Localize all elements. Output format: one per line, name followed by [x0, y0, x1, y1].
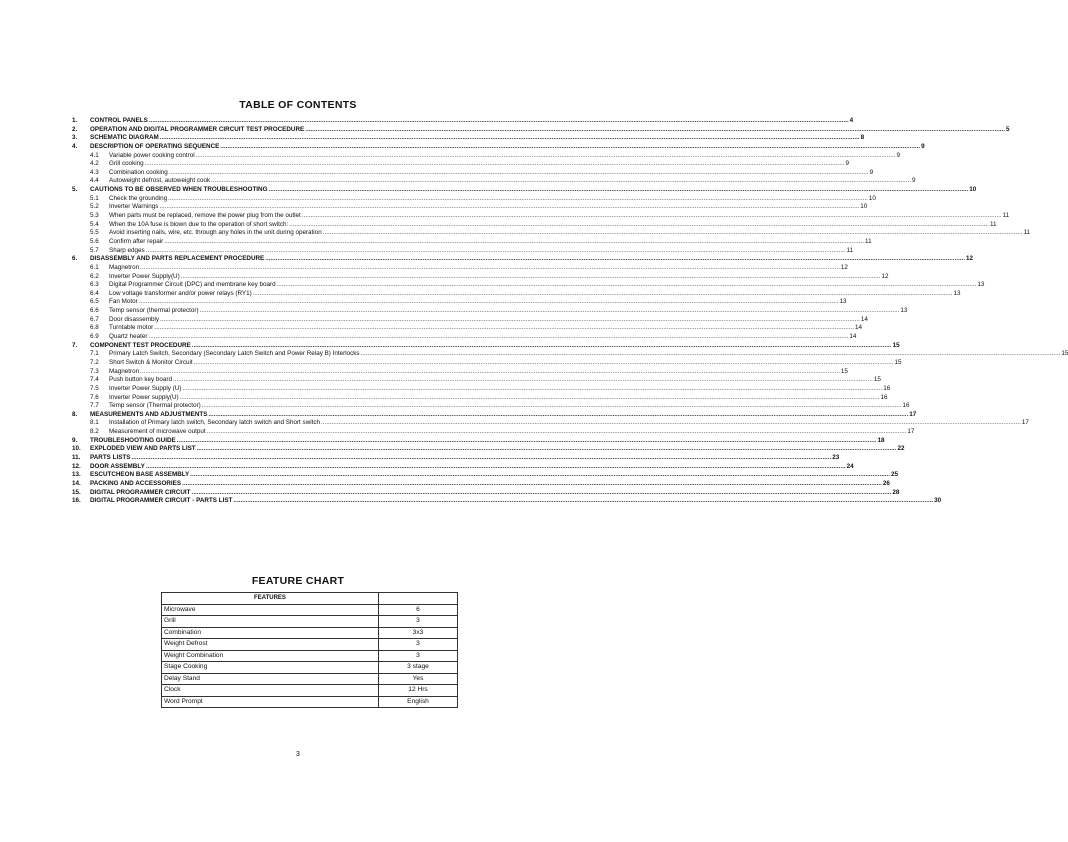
- toc-label: OPERATION AND DIGITAL PROGRAMMER CIRCUIT TEST PROCEDURE: [90, 125, 305, 133]
- toc-leader-dots: ................................................................................................................................................................................................................................................................................................................................................................................................................: [360, 350, 1061, 358]
- feature-row: [162, 627, 458, 639]
- toc-subsection: [72, 203, 868, 212]
- toc-label: Variable power cooking control: [109, 151, 195, 159]
- page-number: 3: [296, 751, 300, 758]
- toc-label: Inverter Power Supply(U): [109, 272, 180, 280]
- feature-chart-body: [162, 604, 458, 708]
- toc-section: [72, 125, 1010, 135]
- feature-name: Grill: [162, 616, 379, 628]
- toc-leader-dots: ................................................................................................................................................................................................................................................................................................................................................................................................................: [190, 471, 891, 479]
- toc-leader-dots: ................................................................................................................................................................................................................................................................................................................................................................................................................: [140, 263, 840, 271]
- toc-leader-dots: ................................................................................................................................................................................................................................................................................................................................................................................................................: [268, 186, 969, 194]
- toc-label: Sharp edges: [109, 246, 145, 254]
- toc-label: DIGITAL PROGRAMMER CIRCUIT - PARTS LIST: [90, 497, 233, 505]
- toc-subsection: [72, 367, 848, 377]
- toc-page: 15: [1061, 350, 1068, 358]
- toc-page: 9: [845, 160, 849, 168]
- feature-value: Yes: [379, 673, 458, 685]
- toc-leader-dots: ................................................................................................................................................................................................................................................................................................................................................................................................................: [265, 255, 966, 263]
- toc-subsection: [72, 160, 849, 169]
- toc-number: 3.: [72, 134, 78, 142]
- toc-number: 14.: [72, 479, 81, 487]
- toc-page: 12: [881, 272, 889, 280]
- toc-section: [72, 134, 865, 143]
- toc-label: PARTS LISTS: [90, 453, 131, 461]
- toc-number: 5.6: [90, 237, 99, 245]
- toc-leader-dots: ................................................................................................................................................................................................................................................................................................................................................................................................................: [168, 194, 868, 202]
- toc-leader-dots: ................................................................................................................................................................................................................................................................................................................................................................................................................: [173, 376, 873, 384]
- toc-page: 13: [977, 281, 985, 289]
- toc-leader-dots: ................................................................................................................................................................................................................................................................................................................................................................................................................: [289, 220, 990, 228]
- toc-number: 1.: [72, 117, 78, 124]
- toc-subsection: [72, 333, 857, 342]
- toc-page: 10: [860, 203, 868, 211]
- toc-label: Quartz heater: [109, 333, 148, 341]
- feature-name: Word Prompt: [162, 696, 379, 708]
- toc-leader-dots: ................................................................................................................................................................................................................................................................................................................................................................................................................: [131, 453, 832, 461]
- feature-value: English: [379, 696, 458, 708]
- toc-number: 6.6: [90, 307, 99, 315]
- toc-number: 8.: [72, 410, 78, 418]
- toc-page: 16: [883, 384, 891, 392]
- toc-subsection: [72, 358, 902, 368]
- toc-page: 11: [865, 237, 872, 245]
- feature-value: 3x3: [379, 627, 458, 639]
- feature-value: 3: [379, 616, 458, 628]
- toc-number: 6.1: [90, 263, 99, 271]
- toc-number: 6.7: [90, 315, 99, 323]
- toc-leader-dots: ................................................................................................................................................................................................................................................................................................................................................................................................................: [168, 168, 869, 176]
- toc-subsection: [72, 384, 891, 394]
- toc-label: DISASSEMBLY AND PARTS REPLACEMENT PROCEDURE: [90, 255, 265, 263]
- toc-page: 14: [860, 315, 868, 323]
- toc-label: COMPONENT TEST PROCEDURE: [90, 341, 191, 349]
- toc-section: [72, 436, 885, 446]
- toc-number: 6.3: [90, 281, 99, 289]
- toc-number: 10.: [72, 445, 81, 453]
- toc-number: 12.: [72, 462, 81, 470]
- toc-label: Installation of Primary latch switch, Secondary latch switch and Short switch: [109, 419, 321, 427]
- toc-page: 11: [1002, 212, 1010, 220]
- toc-number: 8.2: [90, 428, 99, 436]
- toc-number: 16.: [72, 497, 81, 505]
- toc-leader-dots: ................................................................................................................................................................................................................................................................................................................................................................................................................: [208, 410, 909, 418]
- toc-leader-dots: ................................................................................................................................................................................................................................................................................................................................................................................................................: [144, 160, 845, 168]
- feature-header-label: FEATURES: [162, 593, 379, 605]
- toc-page: 17: [909, 410, 917, 418]
- toc-section: [72, 479, 890, 489]
- toc-subsection: [72, 393, 888, 403]
- toc-leader-dots: ................................................................................................................................................................................................................................................................................................................................................................................................................: [201, 402, 902, 410]
- toc-section: [72, 445, 905, 454]
- toc-leader-dots: ................................................................................................................................................................................................................................................................................................................................................................................................................: [193, 358, 894, 366]
- toc-label: When the 10A fuse is blown due to the operation of short switch:: [109, 220, 289, 228]
- toc-subsection: [72, 350, 1068, 359]
- toc-page: 28: [892, 488, 900, 496]
- feature-row: [162, 662, 458, 674]
- toc-leader-dots: ................................................................................................................................................................................................................................................................................................................................................................................................................: [182, 479, 882, 487]
- toc-label: Inverter Power Supply (U): [109, 384, 182, 392]
- feature-name: Delay Stand: [162, 673, 379, 685]
- feature-row: [162, 685, 458, 697]
- toc-leader-dots: ................................................................................................................................................................................................................................................................................................................................................................................................................: [179, 393, 880, 401]
- toc-label: Inverter Power supply(U): [109, 393, 179, 401]
- toc-leader-dots: ................................................................................................................................................................................................................................................................................................................................................................................................................: [321, 419, 1021, 427]
- toc-page: 9: [869, 168, 874, 176]
- toc-page: 5: [1006, 125, 1010, 133]
- toc-label: DOOR ASSEMBLY: [90, 462, 145, 470]
- toc-number: 5.5: [90, 229, 99, 237]
- toc-subsection: [72, 246, 854, 256]
- toc-page: 9: [911, 177, 916, 185]
- toc-section: [72, 341, 900, 351]
- toc-leader-dots: ................................................................................................................................................................................................................................................................................................................................................................................................................: [195, 151, 896, 159]
- toc-leader-dots: ................................................................................................................................................................................................................................................................................................................................................................................................................: [276, 281, 977, 289]
- toc-label: Temp sensor (thermal protector): [109, 307, 199, 315]
- toc-subsection: [72, 237, 872, 247]
- toc-section: [72, 488, 900, 498]
- toc-number: 2.: [72, 125, 78, 133]
- toc-leader-dots: ................................................................................................................................................................................................................................................................................................................................................................................................................: [191, 488, 892, 496]
- feature-row: [162, 639, 458, 651]
- toc-subsection: [72, 281, 985, 290]
- toc-label: Short Switch & Monitor Circuit: [109, 358, 193, 366]
- toc-number: 7.4: [90, 376, 99, 384]
- toc-section: [72, 255, 974, 264]
- toc-page: 15: [892, 341, 900, 349]
- toc-section: [72, 410, 917, 420]
- toc-leader-dots: ................................................................................................................................................................................................................................................................................................................................................................................................................: [148, 117, 849, 124]
- toc-label: Magnetron: [109, 263, 140, 271]
- toc-number: 7.1: [90, 350, 99, 358]
- toc-page: 10: [868, 194, 876, 202]
- toc-label: ESCUTCHEON BASE ASSEMBLY: [90, 471, 190, 479]
- toc-page: 17: [907, 428, 915, 436]
- toc-number: 13.: [72, 471, 81, 479]
- toc-number: 5.3: [90, 212, 99, 220]
- toc-leader-dots: ................................................................................................................................................................................................................................................................................................................................................................................................................: [145, 462, 846, 470]
- toc-page: 22: [897, 445, 905, 453]
- feature-name: Stage Cooking: [162, 662, 379, 674]
- toc-page: 14: [849, 333, 857, 341]
- toc-number: 15.: [72, 488, 81, 496]
- feature-value: 3 stage: [379, 662, 458, 674]
- toc-number: 7.7: [90, 402, 99, 410]
- toc-subsection: [72, 177, 916, 186]
- toc-page: 15: [840, 367, 848, 375]
- toc-subsection: [72, 402, 910, 411]
- feature-row: [162, 604, 458, 616]
- toc-number: 4.3: [90, 168, 99, 176]
- toc-list: [72, 117, 1068, 506]
- toc-number: 6.4: [90, 289, 99, 297]
- toc-subsection: [72, 272, 889, 282]
- toc-leader-dots: ................................................................................................................................................................................................................................................................................................................................................................................................................: [145, 246, 846, 254]
- feature-row: [162, 616, 458, 628]
- toc-section: [72, 453, 840, 463]
- toc-subsection: [72, 212, 1010, 221]
- toc-page: 8: [860, 134, 865, 142]
- toc-leader-dots: ................................................................................................................................................................................................................................................................................................................................................................................................................: [138, 298, 839, 306]
- toc-label: Confirm after repair: [109, 237, 164, 245]
- toc-subsection: [72, 419, 1029, 428]
- feature-value: 6: [379, 604, 458, 616]
- toc-number: 6.: [72, 255, 78, 263]
- feature-chart-table: [161, 592, 458, 708]
- toc-leader-dots: ................................................................................................................................................................................................................................................................................................................................................................................................................: [148, 333, 849, 341]
- toc-number: 6.2: [90, 272, 99, 280]
- toc-section: [72, 186, 977, 195]
- toc-page: 4: [849, 117, 854, 124]
- toc-number: 5.1: [90, 194, 99, 202]
- toc-label: Autoweight defrost, autoweight cook: [109, 177, 211, 185]
- toc-page: 15: [873, 376, 881, 384]
- toc-label: CONTROL PANELS: [90, 117, 148, 124]
- toc-leader-dots: ................................................................................................................................................................................................................................................................................................................................................................................................................: [233, 497, 934, 505]
- toc-page: 13: [953, 289, 961, 297]
- toc-page: 9: [896, 151, 900, 159]
- toc-page: 18: [877, 436, 885, 444]
- toc-subsection: [72, 263, 848, 273]
- toc-label: CAUTIONS TO BE OBSERVED WHEN TROUBLESHOOTING: [90, 186, 268, 194]
- toc-leader-dots: ................................................................................................................................................................................................................................................................................................................................................................................................................: [301, 212, 1002, 220]
- toc-subsection: [72, 168, 874, 178]
- toc-leader-dots: ................................................................................................................................................................................................................................................................................................................................................................................................................: [196, 445, 897, 453]
- feature-row: [162, 696, 458, 708]
- toc-section: [72, 142, 925, 152]
- toc-number: 7.3: [90, 367, 99, 375]
- toc-number: 8.1: [90, 419, 99, 427]
- toc-leader-dots: ................................................................................................................................................................................................................................................................................................................................................................................................................: [154, 324, 855, 332]
- toc-number: 5.4: [90, 220, 99, 228]
- toc-number: 5.7: [90, 246, 99, 254]
- toc-title: TABLE OF CONTENTS: [239, 99, 357, 111]
- feature-header-row: [162, 593, 458, 605]
- toc-label: DIGITAL PROGRAMMER CIRCUIT: [90, 488, 191, 496]
- toc-leader-dots: ................................................................................................................................................................................................................................................................................................................................................................................................................: [191, 341, 892, 349]
- feature-row: [162, 673, 458, 685]
- toc-label: Check the grounding: [109, 194, 168, 202]
- toc-label: Avoid inserting nails, wire, etc. through any holes in the unit during operation: [109, 229, 322, 237]
- feature-chart-title: FEATURE CHART: [251, 575, 345, 587]
- toc-leader-dots: ................................................................................................................................................................................................................................................................................................................................................................................................................: [220, 142, 921, 150]
- toc-section: [72, 497, 942, 506]
- toc-page: 24: [846, 462, 854, 470]
- toc-page: 30: [934, 497, 942, 505]
- feature-header-empty: [379, 593, 458, 605]
- toc-page: 12: [840, 263, 848, 271]
- toc-label: Low voltage transformer and/or power relays (RY1): [109, 289, 252, 297]
- toc-page: 11: [846, 246, 854, 254]
- toc-label: Push button key board: [109, 376, 173, 384]
- toc-leader-dots: ................................................................................................................................................................................................................................................................................................................................................................................................................: [159, 134, 860, 142]
- toc-number: 9.: [72, 436, 78, 444]
- feature-value: 3: [379, 650, 458, 662]
- toc-label: DESCRIPTION OF OPERATING SEQUENCE: [90, 142, 220, 150]
- toc-leader-dots: ................................................................................................................................................................................................................................................................................................................................................................................................................: [164, 237, 865, 245]
- feature-name: Weight Defrost: [162, 639, 379, 651]
- toc-leader-dots: ................................................................................................................................................................................................................................................................................................................................................................................................................: [159, 203, 860, 211]
- toc-number: 4.1: [90, 151, 99, 159]
- toc-leader-dots: ................................................................................................................................................................................................................................................................................................................................................................................................................: [182, 384, 883, 392]
- toc-leader-dots: ................................................................................................................................................................................................................................................................................................................................................................................................................: [140, 367, 840, 375]
- toc-number: 5.: [72, 186, 78, 194]
- toc-subsection: [72, 307, 908, 316]
- toc-label: Measurement of microwave output: [109, 428, 206, 436]
- toc-number: 7.: [72, 341, 78, 349]
- toc-leader-dots: ................................................................................................................................................................................................................................................................................................................................................................................................................: [176, 436, 877, 444]
- toc-page: 23: [832, 453, 840, 461]
- toc-subsection: [72, 376, 881, 385]
- toc-label: Door disassembly: [109, 315, 160, 323]
- toc-page: 10: [969, 186, 977, 194]
- toc-page: 25: [891, 471, 899, 479]
- toc-label: MEASUREMENTS AND ADJUSTMENTS: [90, 410, 208, 418]
- toc-subsection: [72, 298, 847, 307]
- feature-value: 3: [379, 639, 458, 651]
- toc-page: 14: [855, 324, 863, 332]
- toc-section: [72, 462, 854, 472]
- toc-leader-dots: ................................................................................................................................................................................................................................................................................................................................................................................................................: [252, 289, 953, 297]
- toc-number: 6.8: [90, 324, 99, 332]
- toc-label: Fan Motor: [109, 298, 138, 306]
- toc-label: When parts must be replaced, remove the power plug from the outlet: [109, 212, 301, 220]
- toc-subsection: [72, 315, 868, 325]
- toc-number: 11.: [72, 453, 81, 461]
- toc-subsection: [72, 324, 863, 333]
- toc-subsection: [72, 194, 876, 204]
- toc-subsection: [72, 229, 1031, 238]
- toc-subsection: [72, 151, 900, 161]
- toc-number: 6.9: [90, 333, 99, 341]
- toc-label: Digital Programmer Circuit (DPC) and membrane key board: [109, 281, 276, 289]
- toc-page: 11: [990, 220, 997, 228]
- toc-leader-dots: ................................................................................................................................................................................................................................................................................................................................................................................................................: [160, 315, 860, 323]
- toc-label: EXPLODED VIEW AND PARTS LIST: [90, 445, 196, 453]
- toc-page: 17: [1021, 419, 1029, 427]
- toc-number: 7.2: [90, 358, 99, 366]
- toc-subsection: [72, 220, 997, 230]
- toc-number: 7.6: [90, 393, 99, 401]
- toc-section: [72, 471, 899, 480]
- toc-page: 16: [880, 393, 888, 401]
- toc-label: Combination cooking: [109, 168, 168, 176]
- toc-number: 5.2: [90, 203, 99, 211]
- toc-label: Primary Latch Switch, Secondary (Secondary Latch Switch and Power Relay B) Interlocks: [109, 350, 360, 358]
- toc-page: 26: [882, 479, 890, 487]
- toc-page: 13: [900, 307, 908, 315]
- toc-number: 6.5: [90, 298, 99, 306]
- feature-name: Clock: [162, 685, 379, 697]
- toc-leader-dots: ................................................................................................................................................................................................................................................................................................................................................................................................................: [305, 125, 1006, 133]
- toc-number: 4.: [72, 142, 78, 150]
- toc-label: Temp sensor (Thermal protector): [109, 402, 201, 410]
- toc-label: PACKING AND ACCESSORIES: [90, 479, 182, 487]
- toc-leader-dots: ................................................................................................................................................................................................................................................................................................................................................................................................................: [322, 229, 1023, 237]
- toc-label: Turntable motor: [109, 324, 154, 332]
- toc-label: Magnetron: [109, 367, 140, 375]
- toc-number: 4.4: [90, 177, 99, 185]
- feature-name: Microwave: [162, 604, 379, 616]
- toc-page: 11: [1023, 229, 1031, 237]
- toc-leader-dots: ................................................................................................................................................................................................................................................................................................................................................................................................................: [206, 428, 907, 436]
- toc-number: 4.2: [90, 160, 99, 168]
- toc-leader-dots: ................................................................................................................................................................................................................................................................................................................................................................................................................: [199, 307, 900, 315]
- toc-label: Grill cooking: [109, 160, 144, 168]
- toc-leader-dots: ................................................................................................................................................................................................................................................................................................................................................................................................................: [211, 177, 911, 185]
- toc-page: 13: [839, 298, 847, 306]
- toc-label: SCHEMATIC DIAGRAM: [90, 134, 159, 142]
- toc-subsection: [72, 289, 961, 299]
- toc-subsection: [72, 428, 915, 437]
- feature-name: Combination: [162, 627, 379, 639]
- feature-row: [162, 650, 458, 662]
- toc-leader-dots: ................................................................................................................................................................................................................................................................................................................................................................................................................: [180, 272, 881, 280]
- feature-name: Weight Combination: [162, 650, 379, 662]
- toc-label: TROUBLESHOOTING GUIDE: [90, 436, 176, 444]
- toc-page: 15: [894, 358, 902, 366]
- toc-page: 16: [902, 402, 910, 410]
- toc-section: [72, 117, 854, 126]
- feature-value: 12 Hrs: [379, 685, 458, 697]
- toc-label: Inverter Warnings: [109, 203, 159, 211]
- toc-number: 7.5: [90, 384, 99, 392]
- toc-page: 12: [966, 255, 974, 263]
- toc-page: 9: [921, 142, 925, 150]
